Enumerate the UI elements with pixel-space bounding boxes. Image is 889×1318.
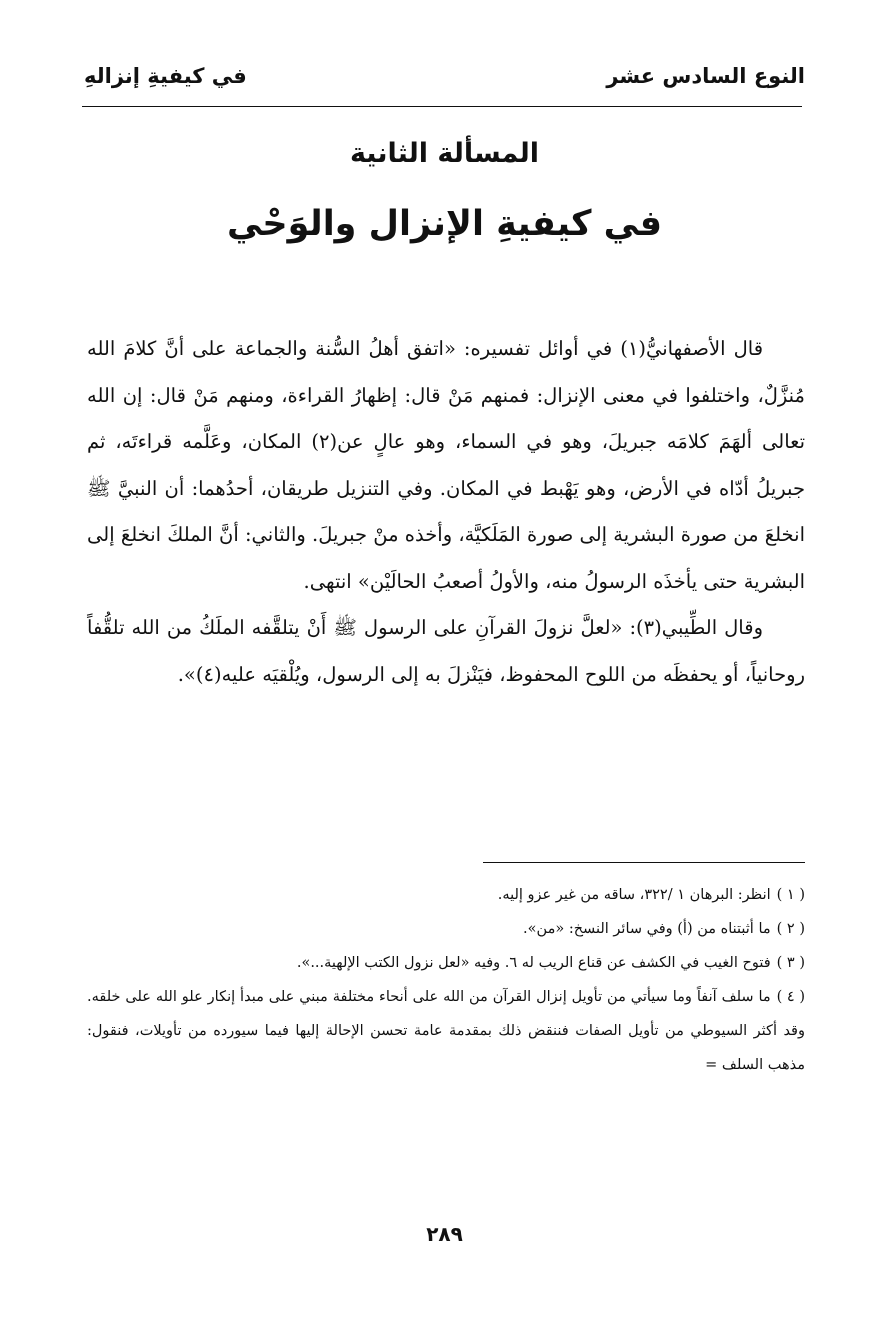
- footnote: [87, 878, 805, 912]
- footnote-text: ما أثبتناه من (أ) وفي سائر النسخ: «من».: [523, 921, 771, 937]
- running-header-topic: في كيفيةِ إنزالهِ: [84, 64, 247, 88]
- paragraph: وقال الطِّيبي(٣): «لعلَّ نزولَ القرآنِ على الرسول ﷺ أَنْ يتلقَّفه الملَكُ من الله تلقُّفاً روحانياً، أو يحفظَه من اللوح المحفوظ، فيَنْزلَ به إلى الرسول، ويُلْقيَه عليه(٤)».: [87, 616, 805, 686]
- footnote-text: فتوح الغيب في الكشف عن قناع الريب له ٦. وفيه «لعل نزول الكتب الإلهية...».: [296, 955, 771, 971]
- running-header-chapter: النوع السادس عشر: [606, 64, 805, 88]
- footnote: [87, 912, 805, 946]
- main-text: [87, 326, 805, 698]
- footnote-number: ( ١ ): [776, 887, 805, 903]
- footnote-text: انظر: البرهان ١ /٣٢٢، ساقه من غير عزو إليه.: [497, 887, 771, 903]
- footnote-number: ( ٢ ): [776, 921, 805, 937]
- section-subtitle: في كيفيةِ الإنزال والوَحْي: [226, 204, 663, 244]
- footnotes: [87, 878, 805, 1082]
- footnote-text: ما سلف آنفاً وما سيأتي من تأويل إنزال القرآن من الله على أنحاء مختلفة مبني على مبدأ إنكار علو الله على خلقه. وقد أكثر السيوطي من تأويل الصفات فننقض ذلك بمقدمة عامة تحسن الإحالة إليها فيما سيورده من تأويلات، فنقول: مذهب السلف =: [87, 989, 805, 1073]
- footnote-number: ( ٤ ): [776, 989, 805, 1005]
- footnote: [87, 946, 805, 980]
- footnote: [87, 980, 805, 1082]
- footnote-number: ( ٣ ): [776, 955, 805, 971]
- header-rule: [82, 106, 802, 107]
- section-title: المسألة الثانية: [349, 138, 540, 169]
- footnote-rule: [483, 862, 805, 863]
- paragraph: قال الأصفهانيُّ(١) في أوائل تفسيره: «اتفق أهلُ السُّنة والجماعة على أنَّ كلامَ الله مُنزَّلٌ، واختلفوا في معنى الإنزال: فمنهم مَنْ قال: إظهارُ القراءة، ومنهم مَنْ قال: إن الله تعالى ألهَمَ كلامَه جبريلَ، وهو في السماء، وهو عالٍ عن(٢) المكان، وعَلَّمه قراءتَه، ثم جبريلُ أدّاه في الأرض، وهو يَهْبط في المكان. وفي التنزيل طريقان، أحدُهما: أن النبيَّ ﷺ انخلعَ من صورة البشرية إلى صورة المَلَكيَّة، وأخذه منْ جبريلَ. والثاني: أنَّ الملكَ انخلعَ إلى البشرية حتى يأخذَه الرسولُ منه، والأولُ أصعبُ الحالَيْن» انتهى.: [87, 337, 805, 593]
- page-number: ٢٨٩: [426, 1222, 463, 1246]
